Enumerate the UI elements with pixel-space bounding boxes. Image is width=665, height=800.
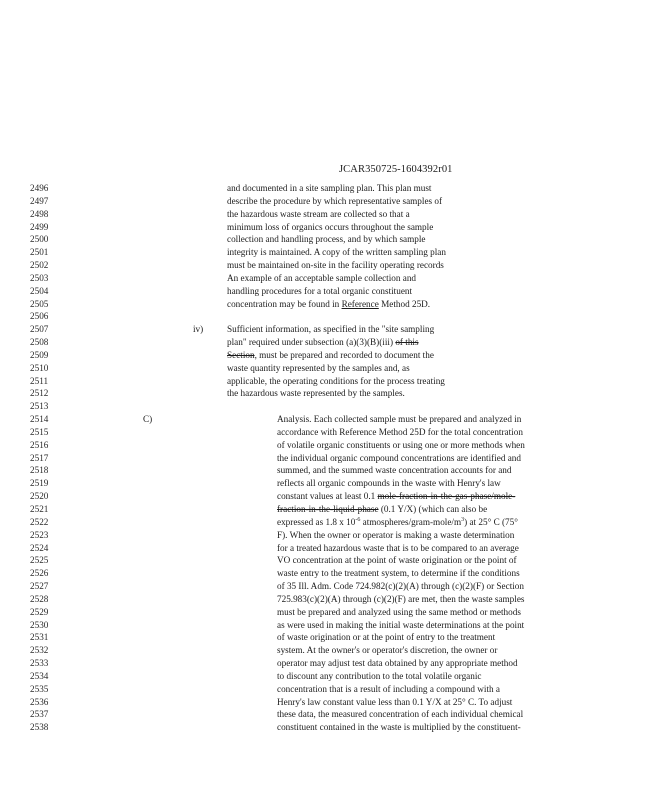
line-number: 2517 xyxy=(30,452,49,463)
line-number: 2533 xyxy=(30,658,49,669)
line-number: 2507 xyxy=(30,324,49,335)
line-text: the individual organic compound concentrations are identified and xyxy=(277,452,521,463)
line-text: VO concentration at the point of waste origination or the point of xyxy=(277,555,517,566)
line-number: 2506 xyxy=(30,311,49,322)
line-number: 2522 xyxy=(30,516,49,527)
line-number: 2534 xyxy=(30,670,49,681)
line-text: and documented in a site sampling plan. This plan must xyxy=(227,183,432,193)
line-number: 2512 xyxy=(30,388,49,399)
line-text: these data, the measured concentration of each individual chemical xyxy=(277,709,524,720)
line-text: constituent contained in the waste is multiplied by the constituent- xyxy=(277,722,521,733)
line-number: 2513 xyxy=(30,401,49,412)
line-text: of waste origination or at the point of entry to the treatment xyxy=(277,632,496,643)
line-text: waste entry to the treatment system, to determine if the conditions xyxy=(277,568,520,579)
line-text: summed, and the summed waste concentration accounts for and xyxy=(277,465,512,476)
line-number: 2521 xyxy=(30,504,49,514)
line-text: expressed as 1.8 x $10^{-6}$ atmospheres/$gram-mole/m^3$) at 25° C (75° xyxy=(277,516,518,527)
line-text: reflects all organic compounds in the waste with Henry's law xyxy=(277,478,501,489)
line-text: must be maintained on-site in the facility operating records xyxy=(227,260,444,271)
line-text: handling procedures for a total organic constituent xyxy=(227,285,413,296)
line-number: 2500 xyxy=(30,234,49,245)
line-text: An example of an acceptable sample collection and xyxy=(227,272,417,283)
line-number: 2518 xyxy=(30,465,49,476)
line-number: 2503 xyxy=(30,272,49,283)
line-number: 2498 xyxy=(30,208,49,219)
line-number: 2497 xyxy=(30,195,49,206)
line-text: accordance with Reference Method 25D for the total concentration xyxy=(277,426,523,437)
line-number: 2537 xyxy=(30,709,49,720)
line-number: 2524 xyxy=(30,542,49,553)
line-number: 2528 xyxy=(30,593,49,604)
line-text: collection and handling process, and by which sample xyxy=(227,234,426,245)
line-number: 2538 xyxy=(30,722,49,733)
line-text: of 35 Ill. Adm. Code 724.982(c)(2)(A) through (c)(2)(F) or Section xyxy=(277,581,524,592)
line-number: 2508 xyxy=(30,337,49,348)
line-text: must be prepared and analyzed using the same method or methods xyxy=(277,606,521,617)
line-text: for a treated hazardous waste that is to be compared to an average xyxy=(277,542,519,553)
line-number: 2525 xyxy=(30,555,49,566)
line-number: 2519 xyxy=(30,478,49,489)
line-number: 2530 xyxy=(30,619,49,630)
line-text: plan" required under subsection (a)(3)(B)(iii) of this xyxy=(227,337,419,348)
line-number: 2505 xyxy=(30,298,49,309)
line-text: Henry's law constant value less than 0.1 Y/X at 25° C. To adjust xyxy=(277,696,513,707)
line-number: 2536 xyxy=(30,696,49,707)
line-number: 2526 xyxy=(30,568,49,579)
line-text: integrity is maintained. A copy of the written sampling plan xyxy=(227,247,446,258)
document-id: JCAR350725-1604392r01 xyxy=(339,164,453,175)
line-number: 2527 xyxy=(30,581,49,592)
line-text: as were used in making the initial waste determinations at the point xyxy=(277,619,525,630)
line-text: concentration that is a result of including a compound with a xyxy=(277,683,500,694)
line-number: 2535 xyxy=(30,683,49,694)
line-number: 2516 xyxy=(30,439,49,450)
line-text: applicable, the operating conditions for the process treating xyxy=(227,375,445,386)
line-number: 2504 xyxy=(30,285,49,296)
line-text: constant values at least 0.1 mole-fraction-in-the-gas-phase/mole- xyxy=(277,491,516,502)
list-marker: iv) xyxy=(193,324,204,335)
line-number: 2523 xyxy=(30,529,49,540)
line-text: concentration may be found in Reference Method 25D. xyxy=(227,298,431,309)
line-text: to discount any contribution to the total volatile organic xyxy=(277,670,482,681)
line-number: 2514 xyxy=(30,414,49,425)
line-text: Analysis. Each collected sample must be prepared and analyzed in xyxy=(277,414,522,425)
line-text: describe the procedure by which representative samples of xyxy=(227,195,443,206)
line-number: 2532 xyxy=(30,645,49,656)
line-text: waste quantity represented by the samples and, as xyxy=(227,362,410,373)
line-number: 2499 xyxy=(30,221,49,232)
line-text: Sufficient information, as specified in the "site sampling xyxy=(227,324,435,335)
list-marker: C) xyxy=(143,414,153,425)
line-number: 2510 xyxy=(30,362,49,373)
line-text: 725.983(c)(2)(A) through (c)(2)(F) are met, then the waste samples xyxy=(277,593,525,604)
line-text: operator may adjust test data obtained by any appropriate method xyxy=(277,658,518,669)
line-number: 2511 xyxy=(30,375,49,386)
line-text: the hazardous waste stream are collected so that a xyxy=(227,208,410,219)
line-text: the hazardous waste represented by the samples. xyxy=(227,388,405,399)
line-number: 2520 xyxy=(30,491,49,502)
line-number: 2501 xyxy=(30,247,49,258)
line-number: 2531 xyxy=(30,632,49,643)
line-number: 2515 xyxy=(30,426,49,437)
line-text: of volatile organic constituents or using one or more methods when xyxy=(277,439,525,450)
line-number: 2529 xyxy=(30,606,49,617)
line-text: minimum loss of organics occurs throughout the sample xyxy=(227,221,434,232)
line-text: system. At the owner's or operator's discretion, the owner or xyxy=(277,645,498,656)
line-text: F). When the owner or operator is making a waste determination xyxy=(277,529,515,540)
line-number: 2502 xyxy=(30,260,49,271)
line-text: fraction-in-the-liquid-phase (0.1 Y/X) (which can also be xyxy=(277,504,488,514)
line-number: 2496 xyxy=(30,183,49,193)
line-text: Section, must be prepared and recorded to document the xyxy=(227,349,434,360)
line-number: 2509 xyxy=(30,349,49,360)
